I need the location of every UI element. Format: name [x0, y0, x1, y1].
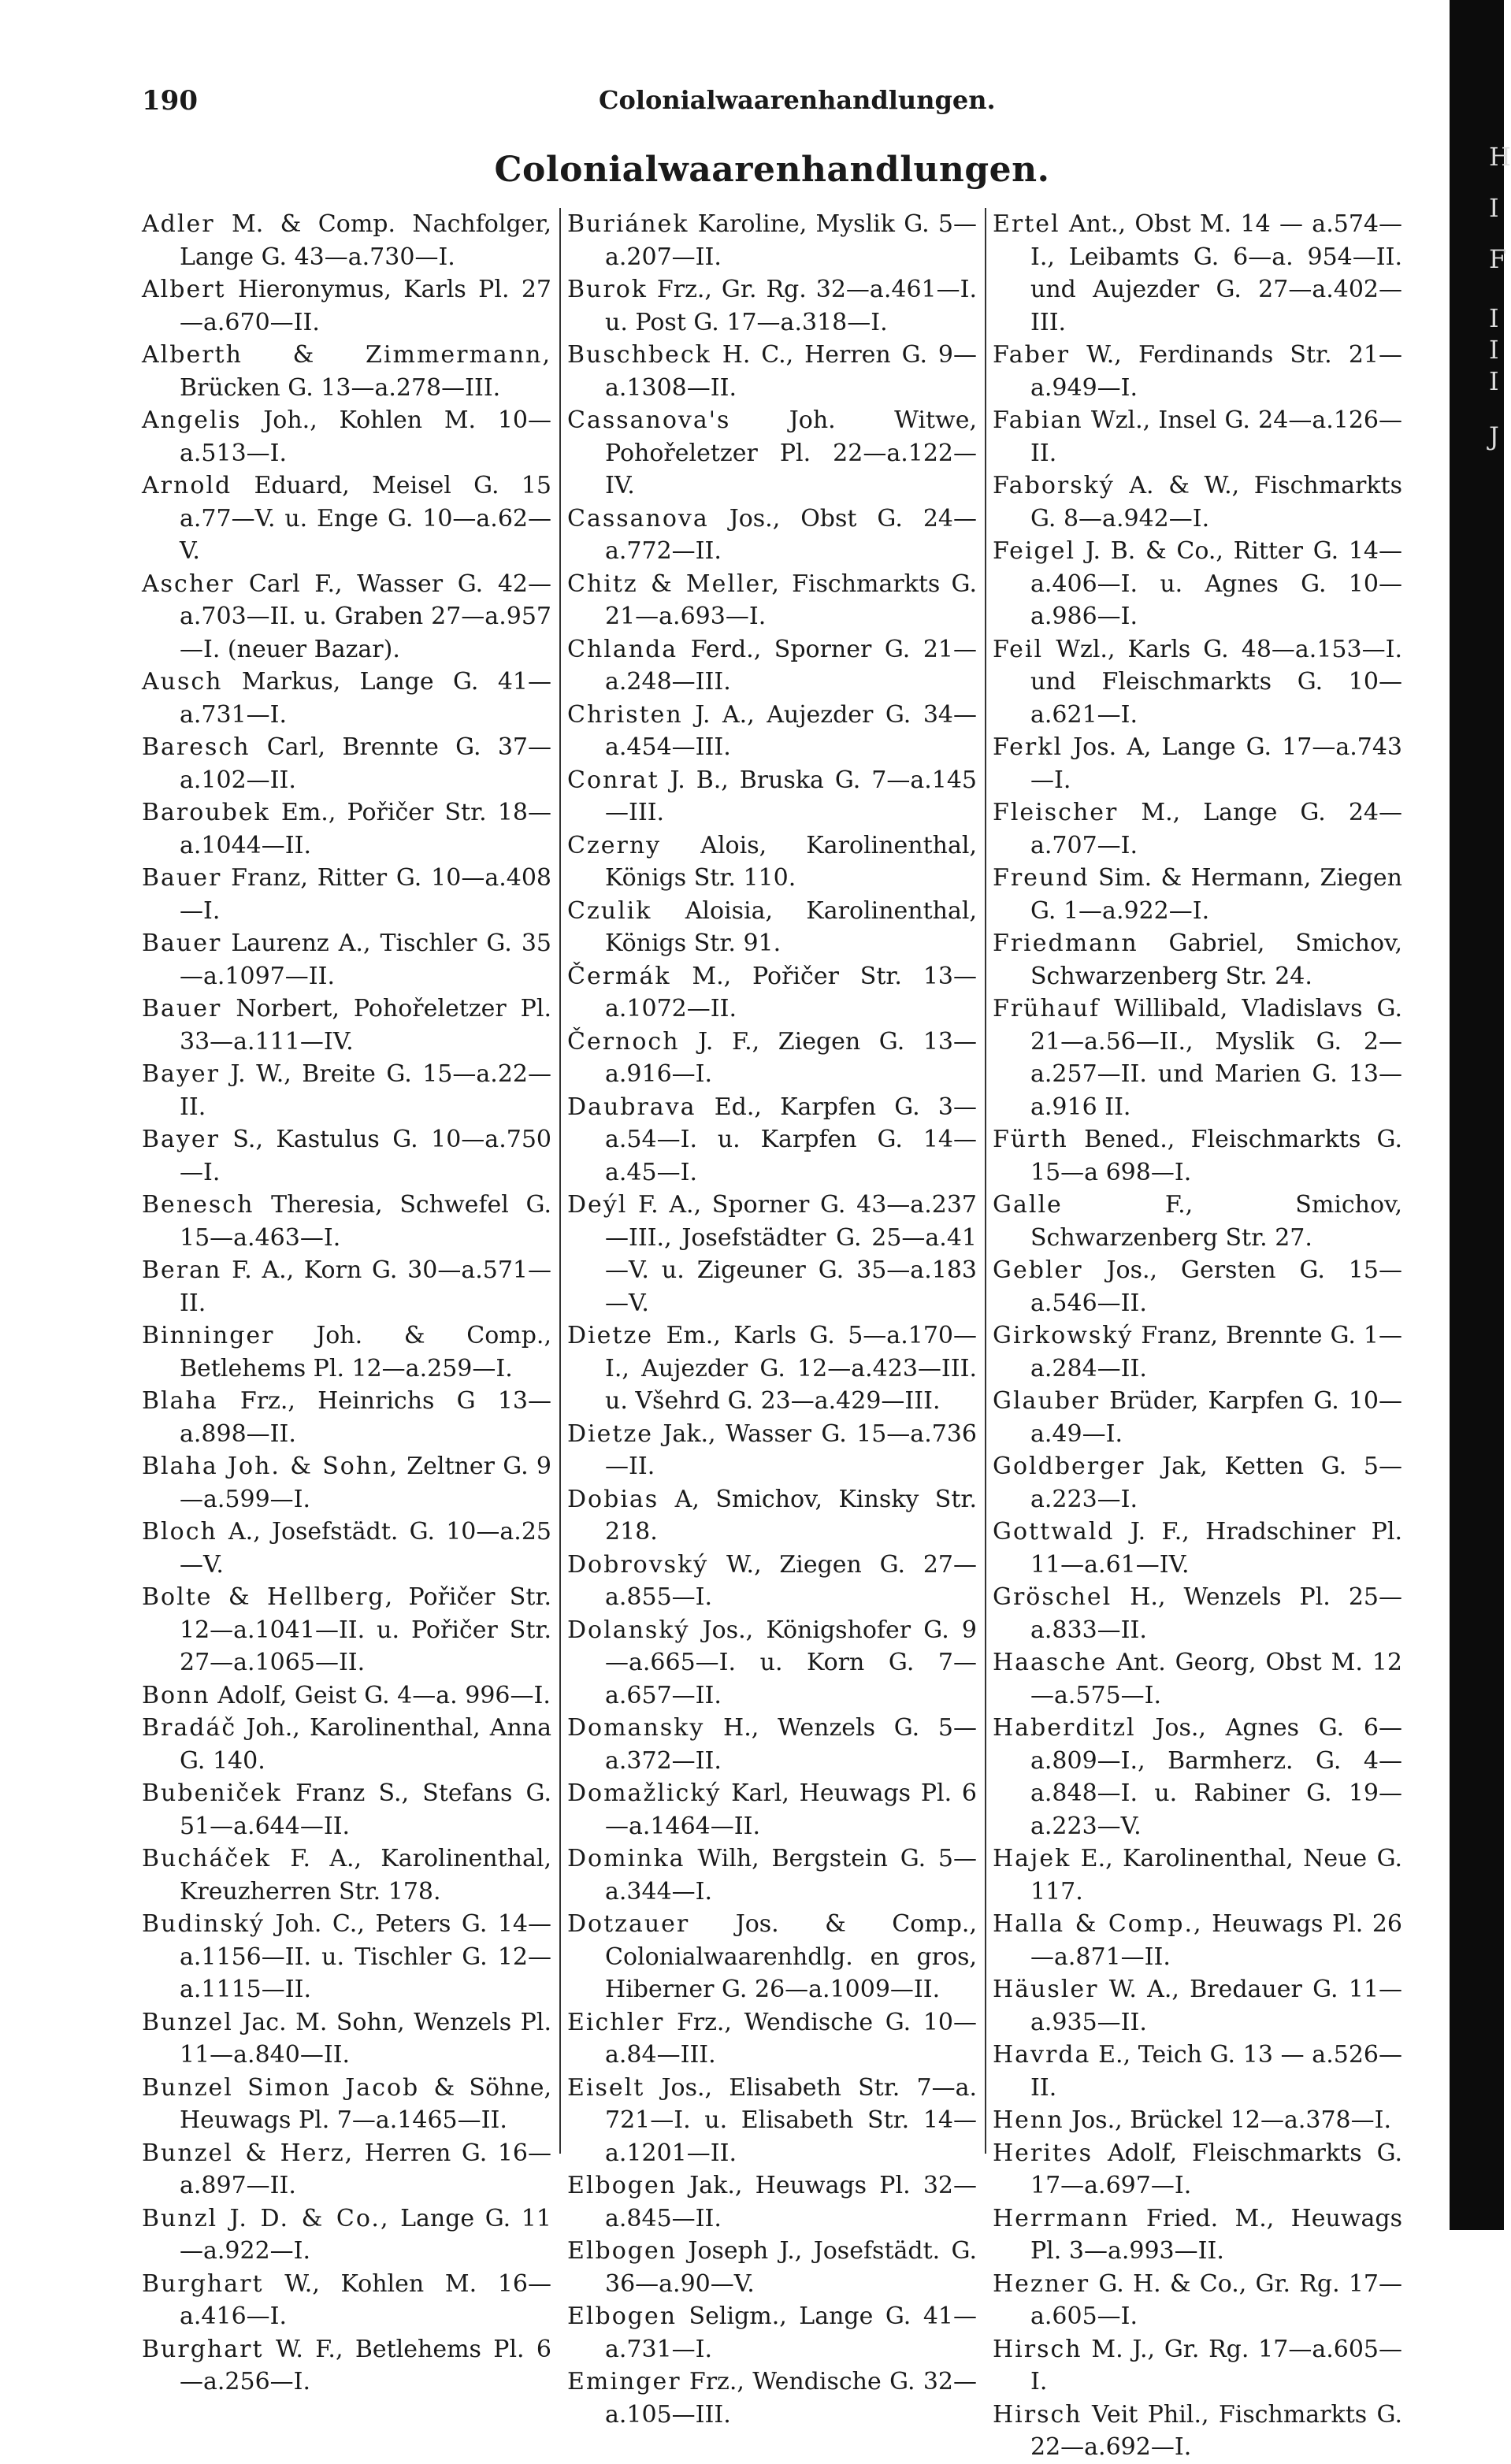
directory-entry [567, 960, 977, 1026]
directory-entry [993, 1646, 1402, 1712]
directory-entry [567, 339, 977, 404]
entry-name: Chlanda [567, 635, 678, 663]
entry-details: H., Wenzels Pl. 25—a.833—II. [1030, 1583, 1402, 1644]
entry-details: Ant., Obst M. 14 — a.574—I., Leibamts G. 6—a. 954—II. und Aujezder G. 27—a.402—III. [1030, 210, 1402, 336]
entry-details: Markus, Lange G. 41—a.731—I. [180, 668, 551, 729]
directory-entry [993, 208, 1402, 339]
entry-name: Hirsch [993, 2335, 1082, 2363]
entry-details: Norbert, Pohořeletzer Pl. 33—a.111—IV. [180, 995, 551, 1056]
entry-name: Frühauf [993, 995, 1101, 1022]
entry-details: Frz., Gr. Rg. 32—a.461—I. u. Post G. 17—a.318—I. [605, 276, 977, 336]
entry-name: Cassanova [567, 504, 709, 533]
entry-details: Alois, Karolinenthal, Königs Str. 110. [605, 831, 977, 892]
directory-entry [567, 1842, 977, 1908]
directory-entry [142, 273, 551, 339]
entry-details: Jos., Agnes G. 6—a.809—I., Barmherz. G. 4—a.848—I. u. Rabiner G. 19—a.223—V. [1030, 1714, 1402, 1840]
entry-name: Fleischer [993, 799, 1119, 826]
column-1 [142, 208, 552, 2395]
entry-name: Faber [993, 341, 1070, 369]
directory-entry [142, 2268, 551, 2333]
entry-details: Herren G. 16—a.897—II. [180, 2139, 552, 2199]
entry-details: Frz., Wendische G. 32—a.105—III. [605, 2368, 977, 2429]
column-3 [993, 208, 1403, 2461]
directory-entry [993, 2137, 1402, 2202]
entry-details: A, Smichov, Kinsky Str. 218. [605, 1485, 977, 1546]
entry-details: Joseph J., Josefstädt. G. 36—a.90—V. [605, 2237, 977, 2298]
entry-name: Daubrava [567, 1093, 696, 1121]
entry-details: Em., Pořičer Str. 18—a.1044—II. [180, 799, 551, 859]
entry-name: Burghart [142, 2335, 264, 2363]
directory-entry [567, 1777, 977, 1842]
directory-entry [993, 469, 1402, 535]
directory-entry [142, 1123, 551, 1189]
directory-entry [993, 1385, 1402, 1450]
entry-details: Gabriel, Smichov, Schwarzenberg Str. 24. [1030, 930, 1402, 990]
directory-entry [567, 1908, 977, 2006]
edge-letter: F [1489, 244, 1507, 274]
entry-name: Friedmann [993, 930, 1138, 957]
running-header [142, 85, 1048, 120]
directory-entry [993, 2333, 1402, 2399]
entry-name: Deýl [567, 1191, 628, 1219]
entry-details: H., Wenzels G. 5—a.372—II. [605, 1714, 977, 1775]
entry-details: H. C., Herren G. 9—a.1308—II. [605, 341, 977, 402]
directory-entry [142, 2137, 551, 2202]
directory-entry [567, 633, 977, 699]
directory-entry [993, 2268, 1402, 2333]
entry-name: Hajek [993, 1845, 1071, 1872]
entry-name: Buriánek [567, 210, 689, 238]
entry-details: Franz S., Stefans G. 51—a.644—II. [180, 1779, 551, 1840]
edge-letter: J [1489, 421, 1499, 451]
directory-entry [567, 1026, 977, 1091]
entry-details: Lange G. 11—a.922—I. [180, 2204, 551, 2265]
entry-name: Bunzl J. D. & Co., [142, 2204, 390, 2232]
directory-entry [567, 1549, 977, 1614]
entry-name: Angelis [142, 406, 242, 434]
column-divider [985, 208, 986, 2154]
entry-name: Gebler [993, 1256, 1083, 1284]
entry-details: Jak, Ketten G. 5—a.223—I. [1030, 1453, 1402, 1513]
directory-entry [567, 1483, 977, 1549]
entry-details: Brücken G. 13—a.278—III. [180, 373, 501, 402]
directory-entry [142, 1450, 551, 1516]
edge-letter: I [1489, 303, 1499, 333]
entry-name: Benesch [142, 1191, 254, 1219]
directory-entry [993, 927, 1402, 993]
directory-entry [567, 1418, 977, 1483]
directory-entry [142, 1842, 551, 1908]
entry-details: Ferd., Sporner G. 21—a.248—III. [605, 635, 977, 696]
entry-details: Joh. Witwe, Pohořeletzer Pl. 22—a.122—IV. [605, 406, 977, 499]
entry-name: Bloch [142, 1518, 217, 1546]
entry-name: Halla & Comp., [993, 1910, 1203, 1938]
entry-details: F. A., Korn G. 30—a.571—II. [180, 1256, 551, 1317]
entry-details: F. A., Karolinenthal, Kreuzherren Str. 178. [180, 1845, 551, 1906]
entry-name: Bauer [142, 995, 222, 1022]
entry-details: F., Smichov, Schwarzenberg Str. 27. [1030, 1191, 1402, 1252]
directory-entry [142, 796, 551, 862]
entry-details: M. & Comp. Nachfolger, Lange G. 43—a.730—I. [180, 210, 551, 271]
entry-details: Jak., Heuwags Pl. 32—a.845—II. [605, 2172, 977, 2232]
entry-name: Bayer [142, 1060, 220, 1088]
directory-entry [142, 2006, 551, 2072]
directory-entry [993, 1581, 1402, 1646]
entry-details: Heuwags Pl. 26—a.871—II. [1030, 1910, 1403, 1971]
entry-name: Čermák [567, 962, 671, 990]
entry-name: Gottwald [993, 1518, 1115, 1546]
entry-details: Jak., Wasser G. 15—a.736—II. [605, 1419, 977, 1480]
directory-entry [142, 568, 551, 666]
directory-entry [567, 2169, 977, 2235]
directory-entry [142, 1385, 551, 1450]
entry-details: Pořičer Str. 12—a.1041—II. u. Pořičer Str. 27—a.1065—II. [180, 1583, 551, 1676]
entry-name: Havrda [993, 2041, 1091, 2069]
entry-details: Hieronymus, Karls Pl. 27—a.670—II. [180, 276, 551, 336]
directory-entry [993, 339, 1402, 404]
entry-details: Fried. M., Heuwags Pl. 3—a.993—II. [1030, 2204, 1402, 2265]
entry-details: Seligm., Lange G. 41—a.731—I. [605, 2303, 977, 2363]
entry-name: Arnold [142, 472, 232, 499]
entry-name: Bubeniček [142, 1779, 282, 1807]
entry-details: Em., Karls G. 5—a.170—I., Aujezder G. 12—a.423—III. u. Všehrd G. 23—a.429—III. [605, 1322, 977, 1415]
entry-name: Christen [567, 700, 683, 729]
directory-entry [142, 1679, 551, 1713]
entry-name: Feil [993, 635, 1044, 663]
entry-details: Karl, Heuwags Pl. 6—a.1464—II. [605, 1779, 977, 1840]
directory-entry [993, 1254, 1402, 1319]
running-title: Colonialwaarenhandlungen. [599, 85, 996, 115]
entry-name: Cassanova's [567, 406, 731, 434]
directory-entry [142, 993, 551, 1058]
entry-name: Haasche [993, 1649, 1108, 1676]
entry-name: Dobrovský [567, 1550, 709, 1579]
entry-details: W., Kohlen M. 16—a.416—I. [180, 2269, 551, 2330]
entry-details: Joh., Kohlen M. 10—a.513—I. [180, 406, 551, 467]
directory-entry [142, 862, 551, 927]
entry-details: Franz, Ritter G. 10—a.408—I. [180, 864, 551, 925]
entry-details: Jos. A, Lange G. 17—a.743—I. [1030, 733, 1402, 794]
directory-entry [567, 2072, 977, 2170]
directory-entry [567, 895, 977, 960]
entry-details: M., Pořičer Str. 13—a.1072—II. [605, 962, 977, 1022]
directory-entry [567, 1091, 977, 1189]
entry-details: Zeltner G. 9—a.599—I. [180, 1453, 551, 1513]
entry-name: Faborský [993, 472, 1115, 499]
entry-name: Beran [142, 1256, 222, 1284]
entry-name: Bunzel & Herz, [142, 2139, 355, 2167]
entry-name: Fürth [993, 1126, 1068, 1153]
entry-details: Veit Phil., Fischmarkts G. 22—a.692—I. [1030, 2400, 1402, 2461]
entry-name: Buschbeck [567, 341, 711, 369]
directory-entry [567, 404, 977, 503]
entry-name: Černoch [567, 1027, 680, 1056]
entry-details: M., Lange G. 24—a.707—I. [1030, 799, 1402, 859]
directory-entry [567, 568, 977, 633]
directory-entry [567, 208, 977, 273]
entry-details: Adolf, Fleischmarkts G. 17—a.697—I. [1030, 2139, 1402, 2199]
directory-entry [567, 1614, 977, 1713]
directory-entry [567, 699, 977, 764]
entry-name: Eminger [567, 2368, 681, 2395]
directory-entry [142, 1777, 551, 1842]
entry-details: Wzl., Insel G. 24—a.126—II. [1030, 406, 1402, 467]
entry-name: Herrmann [993, 2204, 1130, 2232]
directory-entry [567, 764, 977, 829]
entry-name: Budinský [142, 1910, 265, 1938]
entry-details: W. A., Bredauer G. 11—a.935—II. [1030, 1976, 1402, 2036]
directory-entry [567, 1319, 977, 1418]
entry-details: Jos., Brückel 12—a.378—I. [1064, 2106, 1392, 2134]
directory-entry [142, 1319, 551, 1385]
entry-details: A., Josefstädt. G. 10—a.25—V. [180, 1518, 551, 1579]
entry-name: Dobias [567, 1485, 659, 1513]
directory-entry [993, 1712, 1402, 1842]
directory-entry [142, 1254, 551, 1319]
directory-entry [142, 2072, 551, 2137]
entry-name: Baresch [142, 733, 251, 761]
entry-details: J. F., Ziegen G. 13—a.916—I. [605, 1027, 977, 1088]
directory-entry [993, 731, 1402, 796]
entry-details: Jos., Gersten G. 15—a.546—II. [1030, 1256, 1402, 1317]
entry-details: Jos., Elisabeth Str. 7—a. 721—I. u. Elisabeth Str. 14—a.1201—II. [605, 2073, 977, 2167]
entry-details: Franz, Brennte G. 1—a.284—II. [1030, 1322, 1402, 1382]
directory-entry [993, 862, 1402, 927]
entry-name: Goldberger [993, 1453, 1145, 1480]
directory-entry [993, 2202, 1402, 2268]
entry-name: Ausch [142, 668, 223, 696]
entry-name: Bradáč [142, 1714, 237, 1742]
entry-details: Joh., Karolinenthal, Anna G. 140. [180, 1714, 551, 1775]
entry-name: Dolanský [567, 1616, 690, 1644]
entry-name: Burghart [142, 2269, 264, 2298]
entry-details: Ed., Karpfen G. 3—a.54—I. u. Karpfen G. 14—a.45—I. [605, 1093, 977, 1186]
directory-entry [142, 666, 551, 731]
entry-details: Frz., Heinrichs G 13—a.898—II. [180, 1387, 551, 1448]
entry-details: J. A., Aujezder G. 34—a.454—III. [605, 700, 977, 761]
entry-name: Blaha [142, 1387, 218, 1415]
entry-details: Carl, Brennte G. 37—a.102—II. [180, 733, 551, 794]
entry-details: Joh. & Comp., Betlehems Pl. 12—a.259—I. [180, 1322, 551, 1382]
entry-details: J. F., Hradschiner Pl. 11—a.61—IV. [1030, 1518, 1402, 1579]
entry-details: J. B., Bruska G. 7—a.145—III. [605, 766, 977, 826]
entry-name: Domažlický [567, 1779, 722, 1807]
directory-entry [142, 404, 551, 469]
directory-entry [567, 2235, 977, 2300]
entry-details: Aloisia, Karolinenthal, Königs Str. 91. [605, 896, 977, 957]
entry-name: Conrat [567, 766, 659, 794]
entry-details: J. W., Breite G. 15—a.22—II. [180, 1060, 551, 1121]
entry-name: Herites [993, 2139, 1093, 2167]
entry-name: Galle [993, 1191, 1063, 1219]
entry-details: Brüder, Karpfen G. 10—a.49—I. [1030, 1387, 1402, 1448]
entry-name: Chitz & Meller, [567, 570, 781, 598]
directory-entry [993, 1973, 1402, 2039]
directory-entry [567, 2366, 977, 2431]
entry-name: Elbogen [567, 2237, 678, 2265]
directory-entry [567, 273, 977, 339]
entry-details: Fischmarkts G. 21—a.693—I. [605, 570, 977, 630]
entry-details: Jos. & Comp., Colonialwaarenhdlg. en gros, Hiberner G. 26—a.1009—II. [605, 1910, 977, 2003]
entry-name: Czerny [567, 831, 662, 859]
entry-name: Fabian [993, 406, 1083, 434]
entry-details: Ant. Georg, Obst M. 12—a.575—I. [1030, 1649, 1402, 1709]
directory-entry [993, 633, 1402, 732]
directory-entry [142, 1058, 551, 1123]
entry-name: Bonn [142, 1681, 210, 1709]
entry-details: W. F., Betlehems Pl. 6—a.256—I. [180, 2335, 551, 2395]
section-title: Colonialwaarenhandlungen. [494, 150, 1050, 190]
entry-details: S., Kastulus G. 10—a.750—I. [180, 1126, 551, 1186]
entry-name: Domansky [567, 1714, 705, 1742]
directory-entry [142, 1712, 551, 1777]
entry-details: F. A., Sporner G. 43—a.237—III., Josefstädter G. 25—a.41—V. u. Zigeuner G. 35—a.183—V. [605, 1191, 977, 1317]
directory-entry [142, 2202, 551, 2268]
entry-details: Joh. C., Peters G. 14—a.1156—II. u. Tischler G. 12—a.1115—II. [180, 1910, 551, 2003]
entry-name: Girkowský [993, 1322, 1134, 1349]
entry-name: Ertel [993, 210, 1060, 238]
entry-details: Laurenz A., Tischler G. 35—a.1097—II. [180, 930, 551, 990]
page-number: 190 [142, 85, 198, 117]
entry-details: Wilh, Bergstein G. 5—a.344—I. [605, 1845, 977, 1906]
entry-name: Czulik [567, 896, 652, 925]
entry-name: Bunzel Simon Jacob & [142, 2073, 457, 2102]
entry-name: Adler [142, 210, 215, 238]
edge-letter: H [1489, 142, 1511, 172]
entry-details: Adolf, Geist G. 4—a. 996—I. [210, 1681, 551, 1709]
entry-details: Wzl., Karls G. 48—a.153—I. und Fleischmarkts G. 10—a.621—I. [1030, 635, 1402, 729]
directory-entry [142, 208, 551, 273]
entry-name: Eichler [567, 2008, 665, 2036]
entry-name: Dietze [567, 1322, 654, 1349]
entry-details: E., Karolinenthal, Neue G. 117. [1030, 1845, 1402, 1906]
entry-name: Freund [993, 864, 1090, 892]
entry-name: Bauer [142, 930, 222, 957]
entry-name: Bolte & Hellberg, [142, 1583, 395, 1611]
entry-name: Hezner [993, 2269, 1090, 2298]
entry-details: Jac. M. Sohn, Wenzels Pl. 11—a.840—II. [180, 2008, 551, 2069]
entry-details: E., Teich G. 13 — a.526—II. [1030, 2041, 1402, 2102]
entry-name: Alberth & Zimmermann, [142, 341, 551, 369]
entry-name: Elbogen [567, 2172, 678, 2199]
entry-name: Dominka [567, 1845, 685, 1872]
entry-details: M. J., Gr. Rg. 17—a.605—I. [1030, 2335, 1402, 2395]
entry-name: Haberditzl [993, 1714, 1136, 1742]
entry-details: Sim. & Hermann, Ziegen G. 1—a.922—I. [1030, 864, 1402, 925]
entry-name: Häusler [993, 1976, 1099, 2003]
entry-name: Bauer [142, 864, 222, 892]
column-2 [567, 208, 977, 2429]
directory-entry [993, 2104, 1402, 2137]
entry-details: Eduard, Meisel G. 15 a.77—V. u. Enge G. 10—a.62—V. [180, 472, 551, 565]
entry-name: Bucháček [142, 1845, 272, 1872]
directory-entry [142, 731, 551, 796]
directory-entry [142, 1581, 551, 1679]
directory-entry [993, 1450, 1402, 1516]
entry-name: Hirsch [993, 2400, 1082, 2429]
directory-entry [142, 1189, 551, 1254]
directory-entry [993, 1842, 1402, 1908]
directory-entry [993, 404, 1402, 469]
directory-entry [993, 1189, 1402, 1254]
edge-letter: I [1489, 193, 1499, 223]
directory-entry [567, 2300, 977, 2366]
entry-name: Burok [567, 276, 648, 303]
entry-name: Bayer [142, 1126, 220, 1153]
entry-details: Bened., Fleischmarkts G. 15—a 698—I. [1030, 1126, 1402, 1186]
entry-name: Ascher [142, 570, 235, 598]
directory-entry [142, 1516, 551, 1581]
directory-entry [993, 535, 1402, 633]
entry-details: Söhne, Heuwags Pl. 7—a.1465—II. [180, 2073, 551, 2134]
directory-entry [567, 829, 977, 895]
entry-details: Frz., Wendische G. 10—a.84—III. [605, 2008, 977, 2069]
entry-name: Henn [993, 2106, 1064, 2134]
entry-details: G. H. & Co., Gr. Rg. 17—a.605—I. [1030, 2269, 1402, 2330]
entry-details: W., Ziegen G. 27—a.855—I. [605, 1550, 977, 1611]
entry-details: Carl F., Wasser G. 42—a.703—II. u. Graben 27—a.957—I. (neuer Bazar). [180, 570, 551, 663]
entry-name: Blaha Joh. & Sohn, [142, 1453, 399, 1480]
entry-name: Bunzel [142, 2008, 233, 2036]
directory-entry [993, 993, 1402, 1123]
directory-entry [993, 2039, 1402, 2104]
entry-name: Ferkl [993, 733, 1064, 761]
directory-entry [993, 1516, 1402, 1581]
entry-name: Baroubek [142, 799, 270, 826]
directory-entry [567, 503, 977, 568]
entry-name: Elbogen [567, 2303, 678, 2330]
entry-name: Feigel [993, 537, 1076, 565]
directory-entry [993, 1908, 1402, 1973]
directory-entry [993, 1123, 1402, 1189]
entry-details: Jos., Obst G. 24—a.772—II. [605, 504, 977, 565]
entry-name: Dietze [567, 1419, 654, 1448]
entry-name: Dotzauer [567, 1910, 690, 1938]
directory-entry [993, 2399, 1402, 2464]
column-divider [559, 208, 561, 2154]
directory-entry [567, 1712, 977, 1777]
entry-details: Willibald, Vladislavs G. 21—a.56—II., Myslik G. 2—a.257—II. und Marien G. 13—a.916 II. [1030, 995, 1402, 1121]
directory-entry [142, 339, 551, 404]
edge-letter: I [1489, 366, 1499, 396]
entry-details: W., Ferdinands Str. 21—a.949—I. [1030, 341, 1402, 402]
directory-entry [142, 2333, 551, 2399]
directory-entry [142, 469, 551, 568]
directory-entry [993, 796, 1402, 862]
directory-columns [142, 208, 1410, 2461]
directory-entry [142, 1908, 551, 2006]
directory-entry [567, 1189, 977, 1319]
directory-entry [142, 927, 551, 993]
entry-details: Jos., Königshofer G. 9—a.665—I. u. Korn G. 7—a.657—II. [605, 1616, 977, 1709]
entry-details: J. B. & Co., Ritter G. 14—a.406—I. u. Agnes G. 10—a.986—I. [1030, 537, 1402, 630]
directory-entry [993, 1319, 1402, 1385]
directory-entry [567, 2006, 977, 2072]
entry-name: Gröschel [993, 1583, 1112, 1611]
entry-name: Binninger [142, 1322, 275, 1349]
entry-name: Glauber [993, 1387, 1101, 1415]
entry-details: A. & W., Fischmarkts G. 8—a.942—I. [1030, 472, 1402, 533]
entry-details: Theresia, Schwefel G. 15—a.463—I. [180, 1191, 551, 1252]
entry-name: Eiselt [567, 2073, 645, 2102]
edge-letter: I [1489, 335, 1499, 365]
entry-name: Albert [142, 276, 226, 303]
entry-details: Karoline, Myslik G. 5—a.207—II. [605, 210, 977, 271]
